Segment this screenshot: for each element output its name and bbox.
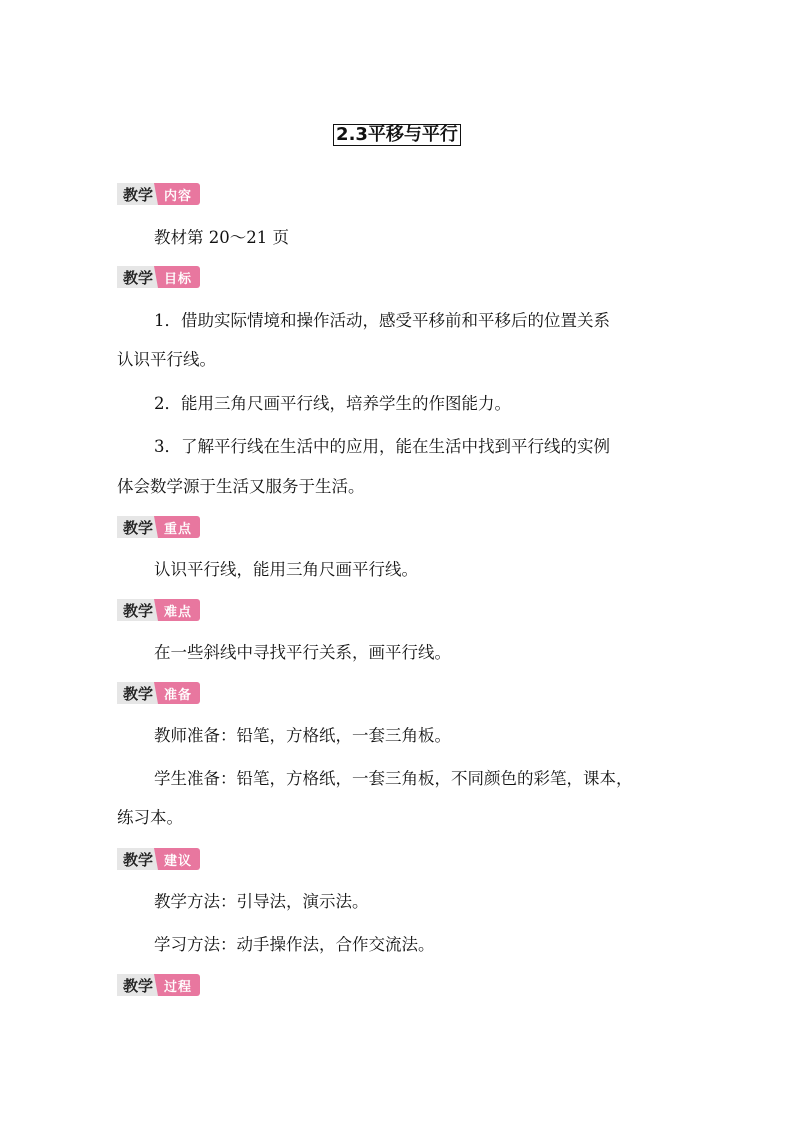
badge-label-left: 教学: [117, 516, 158, 538]
content-text: 教材第 20～21 页: [154, 228, 289, 247]
goal-item-1-line-2: 认识平行线。: [117, 350, 216, 369]
section-badge-process: [117, 974, 200, 996]
teacher-preparation: 教师准备：铅笔，方格纸，一套三角板。: [154, 726, 451, 745]
section-badge-goals: [117, 266, 200, 288]
page-title-text: 2.3平移与平行: [333, 124, 461, 146]
badge-label-right: 内容: [158, 183, 200, 205]
learning-method: 学习方法：动手操作法，合作交流法。: [154, 935, 435, 954]
section-badge-content: [117, 183, 200, 205]
badge-label-left: 教学: [117, 974, 158, 996]
student-preparation-line-2: 练习本。: [117, 808, 183, 827]
section-badge-difficulties: [117, 599, 200, 621]
goal-item-2: 2．能用三角尺画平行线，培养学生的作图能力。: [154, 394, 511, 413]
badge-label-right: 目标: [158, 266, 200, 288]
badge-label-left: 教学: [117, 682, 158, 704]
badge-label-right: 建议: [158, 848, 200, 870]
badge-label-left: 教学: [117, 266, 158, 288]
teaching-method: 教学方法：引导法，演示法。: [154, 892, 369, 911]
page-title: [0, 124, 794, 146]
section-badge-preparation: [117, 682, 200, 704]
key-points-text: 认识平行线，能用三角尺画平行线。: [154, 560, 418, 579]
badge-label-right: 难点: [158, 599, 200, 621]
badge-label-left: 教学: [117, 183, 158, 205]
goal-item-3-line-1: 3．了解平行线在生活中的应用，能在生活中找到平行线的实例: [154, 437, 610, 456]
badge-label-left: 教学: [117, 848, 158, 870]
goal-item-1-line-1: 1．借助实际情境和操作活动，感受平移前和平移后的位置关系: [154, 311, 610, 330]
difficulties-text: 在一些斜线中寻找平行关系，画平行线。: [154, 643, 451, 662]
badge-label-right: 过程: [158, 974, 200, 996]
section-badge-suggestions: [117, 848, 200, 870]
badge-label-right: 准备: [158, 682, 200, 704]
badge-label-right: 重点: [158, 516, 200, 538]
student-preparation-line-1: 学生准备：铅笔，方格纸，一套三角板，不同颜色的彩笔，课本，: [154, 769, 633, 788]
section-badge-key-points: [117, 516, 200, 538]
goal-item-3-line-2: 体会数学源于生活又服务于生活。: [117, 477, 365, 496]
badge-label-left: 教学: [117, 599, 158, 621]
